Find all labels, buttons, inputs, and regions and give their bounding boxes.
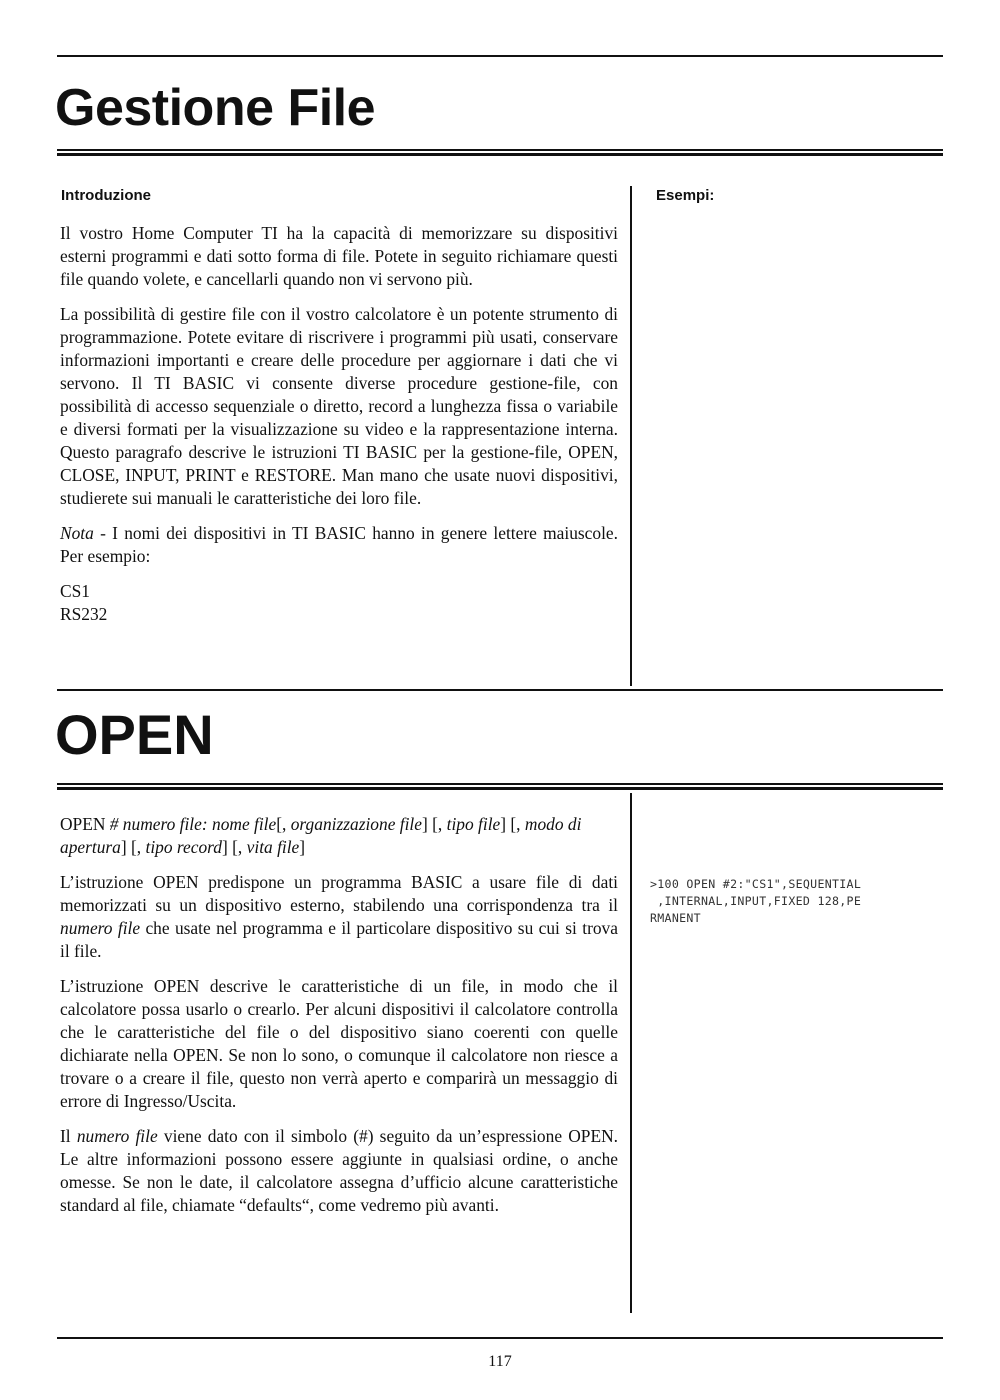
note-text: - I nomi dei dispositivi in TI BASIC hanno in genere lettere maiuscole. Per esempio: bbox=[60, 523, 618, 566]
open-paragraph-3 bbox=[60, 1125, 618, 1217]
side-heading-esempi: Esempi: bbox=[656, 187, 715, 204]
syntax-modo-apertura: modo di apertura bbox=[60, 814, 582, 857]
open-paragraph-2: L’istruzione OPEN descrive le caratteristiche di un file, in modo che il calcolatore possa usarlo o crearlo. Per alcuni dispositivi il calcolatore controlla che le caratteristiche del file o del dispositivo siano coerenti con quelle dichiarate nella OPEN. Se non lo sono, o comunque il calcolatore non riesce a trovare o a creare il file, questo non verrà aperto e comparirà un messaggio di errore di Ingresso/Uscita. bbox=[60, 976, 618, 1111]
syntax-bracket: ] [, bbox=[500, 814, 525, 834]
note-label: Nota bbox=[60, 523, 94, 543]
column-divider bbox=[630, 186, 632, 686]
emphasis-numero-file: numero file bbox=[60, 918, 141, 938]
syntax-vita-file: vita file bbox=[246, 837, 300, 857]
column-divider-2 bbox=[630, 793, 632, 1313]
bottom-rule bbox=[57, 1337, 943, 1339]
title-double-rule bbox=[57, 149, 943, 156]
top-rule bbox=[57, 55, 943, 57]
syntax-bracket: ] [, bbox=[222, 837, 247, 857]
open-paragraph-1 bbox=[60, 871, 618, 963]
intro-body bbox=[60, 222, 618, 626]
syntax-tipo-file: tipo file bbox=[446, 814, 501, 834]
open-double-rule bbox=[57, 783, 943, 790]
syntax-keyword: OPEN bbox=[60, 814, 110, 834]
open-syntax bbox=[60, 813, 618, 859]
syntax-bracket: ] bbox=[299, 837, 306, 857]
syntax-organizzazione: organizzazione file bbox=[290, 814, 422, 834]
device-name-cs1: CS1 bbox=[60, 581, 90, 601]
emphasis-numero-file: numero file bbox=[76, 1126, 158, 1146]
section-rule bbox=[57, 689, 943, 691]
intro-paragraph-1: Il vostro Home Computer TI ha la capacità di memorizzare su dispositivi esterni programmi e dati sotto forma di file. Potete in seguito richiamare questi file quando volete, e cancellarli quando non vi servono più. bbox=[60, 223, 618, 289]
syntax-bracket: ] [, bbox=[421, 814, 447, 834]
section-title-open: OPEN bbox=[55, 703, 214, 766]
intro-paragraph-2: La possibilità di gestire file con il vostro calcolatore è un potente strumento di programmazione. Potete evitare di riscrivere i programmi più usati, conservare informazioni importanti e creare delle procedure per aggiornare i dati che vi servono. Il TI BASIC vi consente diverse procedure gestione-file, con possibilità di accesso sequenziale o diretto, record a lunghezza fissa o variabile e diversi formati per la visualizzazione su video e la rappresentazione interna. Questo paragrafo descrive le istruzioni TI BASIC per la gestione-file, OPEN, CLOSE, INPUT, PRINT e RESTORE. Man mano che usate nuovi dispositivi, studierete sui manuali le caratteristiche dei loro file. bbox=[60, 304, 618, 508]
syntax-bracket: [, bbox=[276, 814, 291, 834]
page-number: 117 bbox=[488, 1353, 512, 1370]
syntax-file-number: # numero file: nome file bbox=[109, 814, 277, 834]
open-body bbox=[60, 813, 618, 1217]
section-title-gestione-file: Gestione File bbox=[55, 79, 376, 137]
code-example: >100 OPEN #2:"CS1",SEQUENTIAL ,INTERNAL,INPUT,FIXED 128,PE RMANENT bbox=[650, 877, 862, 925]
text-run: L’istruzione OPEN predispone un programma BASIC a usare file di dati memorizzati su un dispositivo esterno, stabilendo una corrispondenza tra il bbox=[60, 872, 618, 915]
text-run: che usate nel programma e il particolare dispositivo su cui si trova il file. bbox=[60, 918, 618, 961]
note-paragraph bbox=[60, 522, 618, 568]
text-run: viene dato con il simbolo (#) seguito da un’espressione OPEN. Le altre informazioni possono essere aggiunte in qualsiasi ordine, o anche omesse. Se non le date, il calcolatore assegna d’ufficio alcune caratteristiche standard al file, chiamate “defaults“, come vedremo più avanti. bbox=[60, 1126, 618, 1215]
device-name-rs232: RS232 bbox=[60, 604, 108, 624]
subheading-introduzione: Introduzione bbox=[61, 187, 151, 204]
syntax-bracket: ] [, bbox=[120, 837, 146, 857]
text-run: Il bbox=[60, 1126, 77, 1146]
syntax-tipo-record: tipo record bbox=[145, 837, 222, 857]
